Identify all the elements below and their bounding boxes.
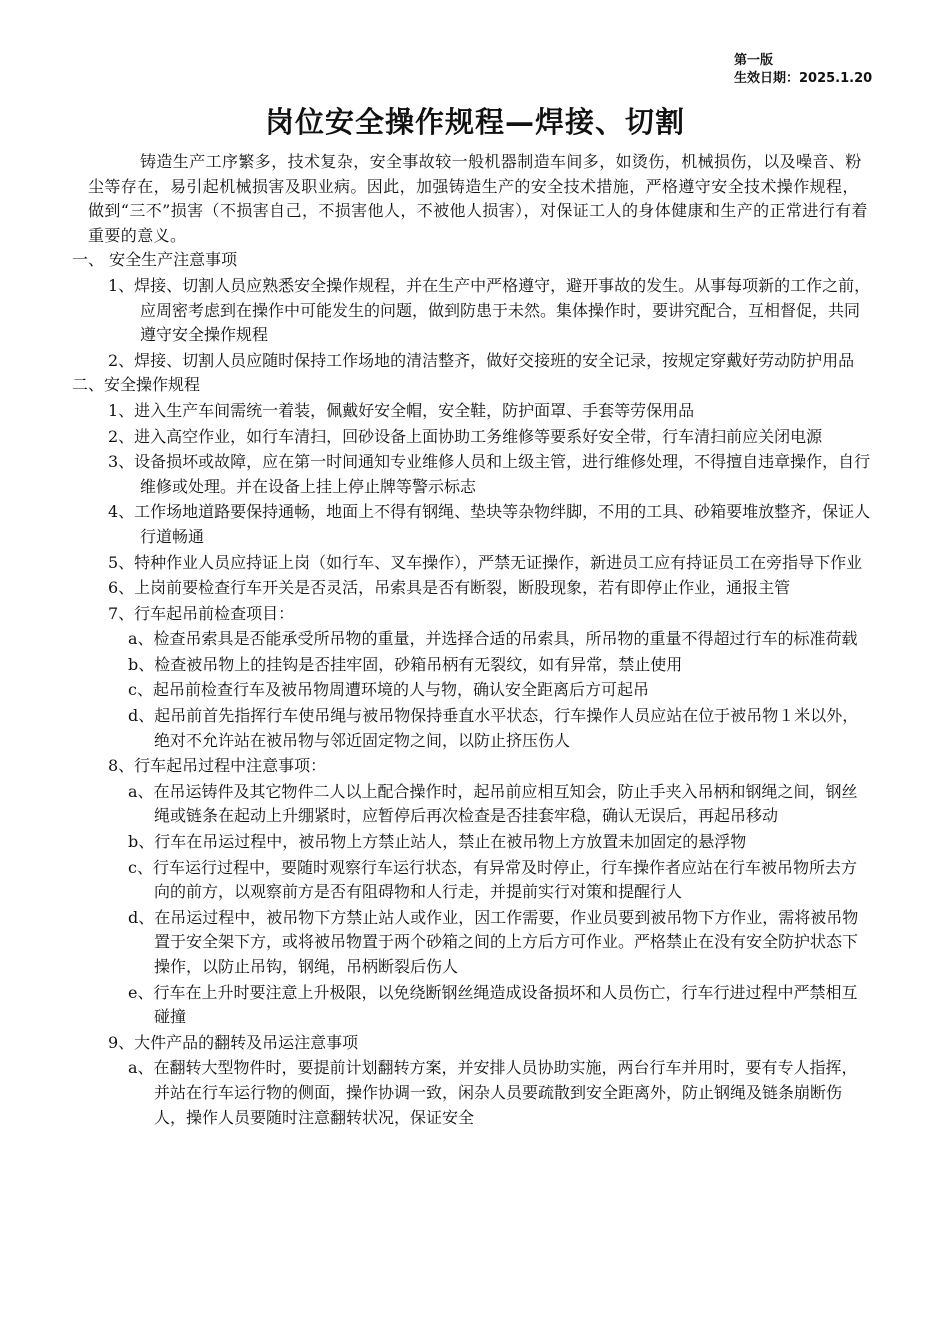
list-item: 9、大件产品的翻转及吊运注意事项	[108, 1032, 359, 1052]
page-title: 岗位安全操作规程—焊接、切割	[264, 105, 685, 139]
document-body	[72, 150, 872, 1130]
sub-list-item: a、在吊运铸件及其它物件二人以上配合操作时，起吊前应相互知会，防止手夹入吊柄和钢绳之间，钢丝绳或链条在起动上升绷紧时，应暂停后再次检查是否挂套牢稳，确认无误后，再起吊移动	[128, 781, 858, 826]
sub-list-item: e、行车在上升时要注意上升极限，以免绕断钢丝绳造成设备损坏和人员伤亡，行车行进过程中严禁相互碰撞	[128, 982, 858, 1027]
list-item: 3、设备损坏或故障，应在第一时间通知专业维修人员和上级主管，进行维修处理，不得擅自违章操作，自行维修或处理。并在设备上挂上停止牌等警示标志	[108, 452, 871, 496]
section-2-heading: 二、安全操作规程	[72, 375, 201, 395]
list-item: 2、进入高空作业，如行车清扫，回砂设备上面协助工务维修等要系好安全带，行车清扫前应关闭电源	[108, 426, 823, 446]
list-item: 8、行车起吊过程中注意事项：	[108, 756, 327, 776]
sub-list-item: a、检查吊索具是否能承受所吊物的重量，并选择合适的吊索具，所吊物的重量不得超过行车的标准荷载	[128, 629, 858, 649]
list-item: 6、上岗前要检查行车开关是否灵活，吊索具是否有断裂，断股现象，若有即停止作业，通报主管	[108, 578, 791, 598]
list-item: 5、特种作业人员应持证上岗（如行车、叉车操作），严禁无证操作，新进员工应有持证员工在旁指导下作业	[108, 552, 863, 572]
section-1-heading: 一、 安全生产注意事项	[72, 250, 238, 270]
version-block	[734, 52, 872, 88]
sub-list-item: d、起吊前首先指挥行车使吊绳与被吊物保持垂直水平状态，行车操作人员应站在位于被吊物１米以外，绝对不允许站在被吊物与邻近固定物之间，以防止挤压伤人	[128, 706, 859, 750]
sub-list-item: d、在吊运过程中，被吊物下方禁止站人或作业，因工作需要，作业员要到被吊物下方作业，需将被吊物置于安全架下方，或将被吊物置于两个砂箱之间的上方后方可作业。严格禁止在没有安全防护状态下操作，以防止吊钩，钢绳，吊柄断裂后伤人	[128, 907, 859, 976]
sub-list-item: a、在翻转大型物件时，要提前计划翻转方案，并安排人员协助实施，两台行车并用时，要有专人指挥，并站在行车运行物的侧面，操作协调一致，闲杂人员要疏散到安全距离外，防止钢绳及链条崩断伤人，操作人员要随时注意翻转状况，保证安全	[128, 1058, 858, 1127]
sub-list-item: b、行车在吊运过程中，被吊物上方禁止站人，禁止在被吊物上方放置未加固定的悬浮物	[128, 832, 747, 852]
sub-list-item: b、检查被吊物上的挂钩是否挂牢固，砂箱吊柄有无裂纹，如有异常，禁止使用	[128, 654, 683, 674]
list-item: 2、焊接、切割人员应随时保持工作场地的清洁整齐，做好交接班的安全记录，按规定穿戴好劳动防护用品	[108, 350, 855, 370]
effective-date: 生效日期：2025.1.20	[734, 71, 873, 86]
list-item: 1、进入生产车间需统一着装，佩戴好安全帽，安全鞋，防护面罩、手套等劳保用品	[108, 400, 695, 420]
version-label: 第一版	[734, 53, 774, 68]
list-item: 1、焊接、切割人员应熟悉安全操作规程，并在生产中严格遵守，避开事故的发生。从事每项新的工作之前，应周密考虑到在操作中可能发生的问题，做到防患于未然。集体操作时，要讲究配合，互相督促，共同遵守安全操作规程	[108, 275, 871, 345]
list-item: 7、行车起吊前检查项目：	[108, 603, 295, 623]
intro-paragraph: 铸造生产工序繁多，技术复杂，安全事故较一般机器制造车间多，如烫伤，机械损伤，以及噪音、粉尘等存在，易引起机械损害及职业病。因此，加强铸造生产的安全技术措施，严格遵守安全技术操作规程，做到“三不”损害（不损害自己，不损害他人，不被他人损害），对保证工人的身体健康和生产的正常进行有着重要的意义。	[88, 152, 868, 245]
sub-list-item: c、起吊前检查行车及被吊物周遭环境的人与物，确认安全距离后方可起吊	[128, 680, 649, 700]
sub-list-item: c、行车运行过程中，要随时观察行车运行状态，有异常及时停止，行车操作者应站在行车被吊物所去方向的前方，以观察前方是否有阻碍物和人行走，并提前实行对策和提醒行人	[128, 857, 857, 902]
list-item: 4、工作场地道路要保持通畅，地面上不得有钢绳、垫块等杂物绊脚，不用的工具、砂箱要堆放整齐，保证人行道畅通	[108, 502, 871, 546]
